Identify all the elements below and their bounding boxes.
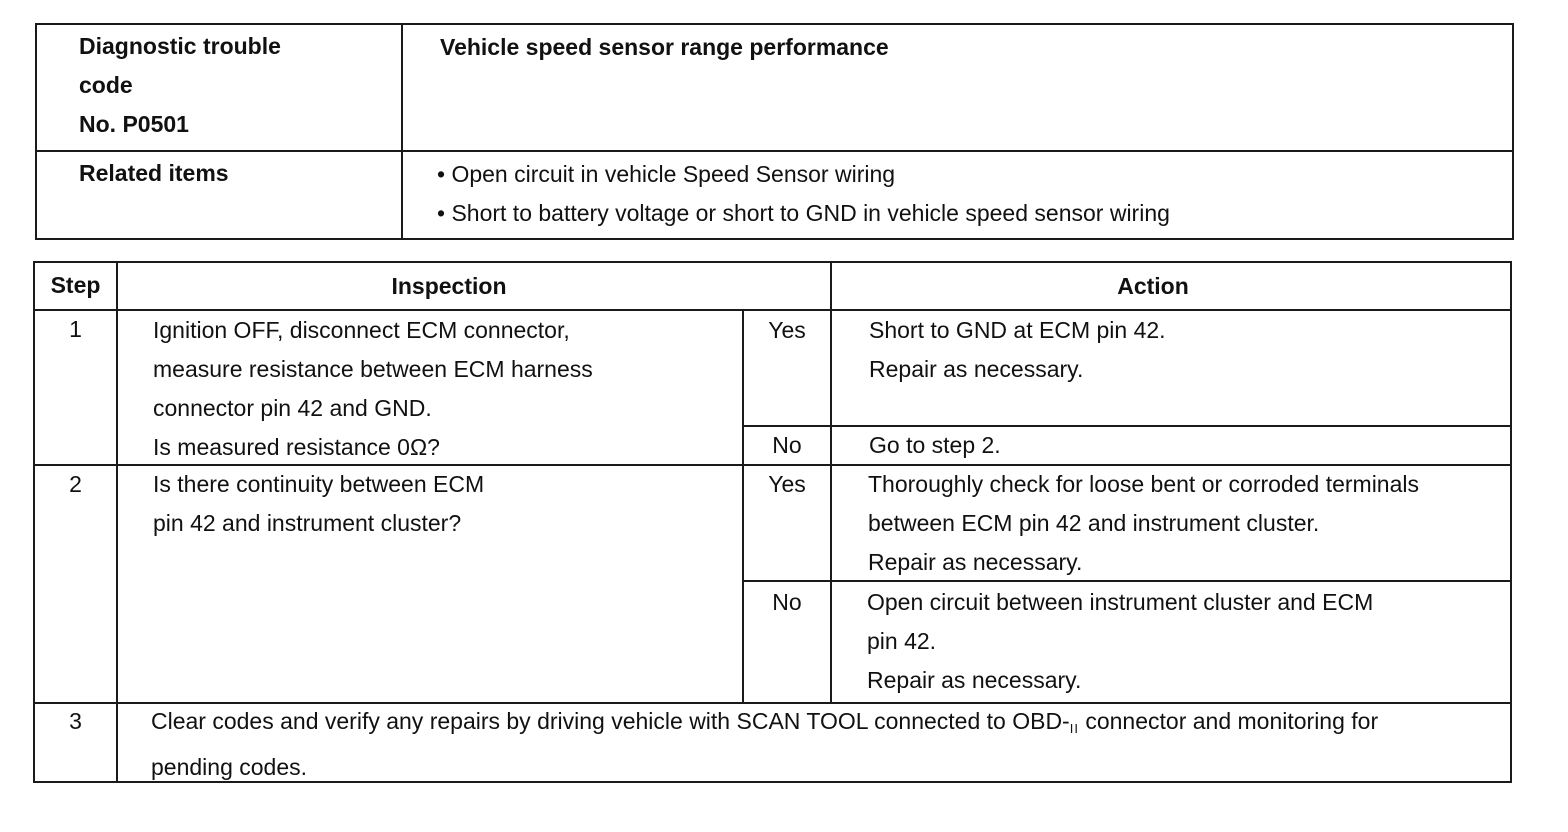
dtc-label-line: Diagnostic trouble bbox=[79, 33, 281, 59]
header-row-divider bbox=[35, 150, 1514, 152]
step-number: 1 bbox=[69, 316, 82, 342]
action-line: Open circuit between instrument cluster and ECM bbox=[867, 589, 1374, 615]
step-column-header: Step bbox=[50, 272, 101, 298]
related-items-label: Related items bbox=[79, 160, 229, 186]
step-2-yes-action bbox=[868, 465, 1419, 582]
no-label: No bbox=[772, 589, 802, 615]
step-1-inspection bbox=[153, 311, 593, 467]
inspection-line: Is measured resistance 0Ω? bbox=[153, 434, 440, 460]
step-3-instruction bbox=[151, 702, 1508, 787]
no-label: No bbox=[772, 432, 802, 458]
action-line: pin 42. bbox=[867, 628, 937, 654]
inspection-line: measure resistance between ECM harness bbox=[153, 356, 593, 382]
dtc-code: No. P0501 bbox=[79, 111, 189, 137]
dtc-label-line: code bbox=[79, 72, 133, 98]
step-number: 3 bbox=[69, 708, 82, 734]
instruction-text: Clear codes and verify any repairs by driving vehicle with SCAN TOOL connected to OBD- bbox=[151, 708, 1070, 734]
yes-no-column-divider bbox=[742, 310, 744, 703]
inspection-line: pin 42 and instrument cluster? bbox=[153, 510, 462, 536]
step-2-inspection bbox=[153, 465, 484, 543]
dtc-title: Vehicle speed sensor range performance bbox=[440, 34, 889, 60]
yes-label: Yes bbox=[768, 471, 806, 497]
step1-yes-no-rule bbox=[742, 425, 1512, 427]
action-line: Short to GND at ECM pin 42. bbox=[869, 317, 1166, 343]
action-line: Repair as necessary. bbox=[867, 667, 1082, 693]
action-column-header: Action bbox=[1117, 273, 1189, 299]
inspection-line: Is there continuity between ECM bbox=[153, 471, 485, 497]
dtc-label bbox=[79, 27, 281, 144]
inspection-line: connector pin 42 and GND. bbox=[153, 395, 432, 421]
instruction-line: pending codes. bbox=[151, 754, 308, 780]
inspection-column-header: Inspection bbox=[391, 273, 507, 299]
action-line: between ECM pin 42 and instrument cluster. bbox=[868, 510, 1320, 536]
action-line: Repair as necessary. bbox=[868, 549, 1083, 575]
header-column-divider bbox=[401, 23, 403, 240]
yes-label: Yes bbox=[768, 317, 806, 343]
step-2-no-action bbox=[867, 583, 1373, 700]
step-1-yes-action bbox=[869, 311, 1166, 389]
action-line: Thoroughly check for loose bent or corroded terminals bbox=[868, 471, 1420, 497]
related-item: • Short to battery voltage or short to GND in vehicle speed sensor wiring bbox=[437, 200, 1170, 226]
related-item: • Open circuit in vehicle Speed Sensor wiring bbox=[437, 161, 896, 187]
inspection-action-divider bbox=[830, 261, 832, 703]
inspection-line: Ignition OFF, disconnect ECM connector, bbox=[153, 317, 570, 343]
obd-suffix: II bbox=[1069, 721, 1079, 736]
instruction-line bbox=[151, 702, 1508, 748]
step-number: 2 bbox=[69, 471, 82, 497]
instruction-text: connector and monitoring for bbox=[1078, 708, 1379, 734]
action-line: Repair as necessary. bbox=[869, 356, 1084, 382]
step-column-divider bbox=[116, 261, 118, 783]
related-items-list bbox=[437, 155, 1170, 233]
step-1-no-action: Go to step 2. bbox=[869, 432, 1001, 458]
